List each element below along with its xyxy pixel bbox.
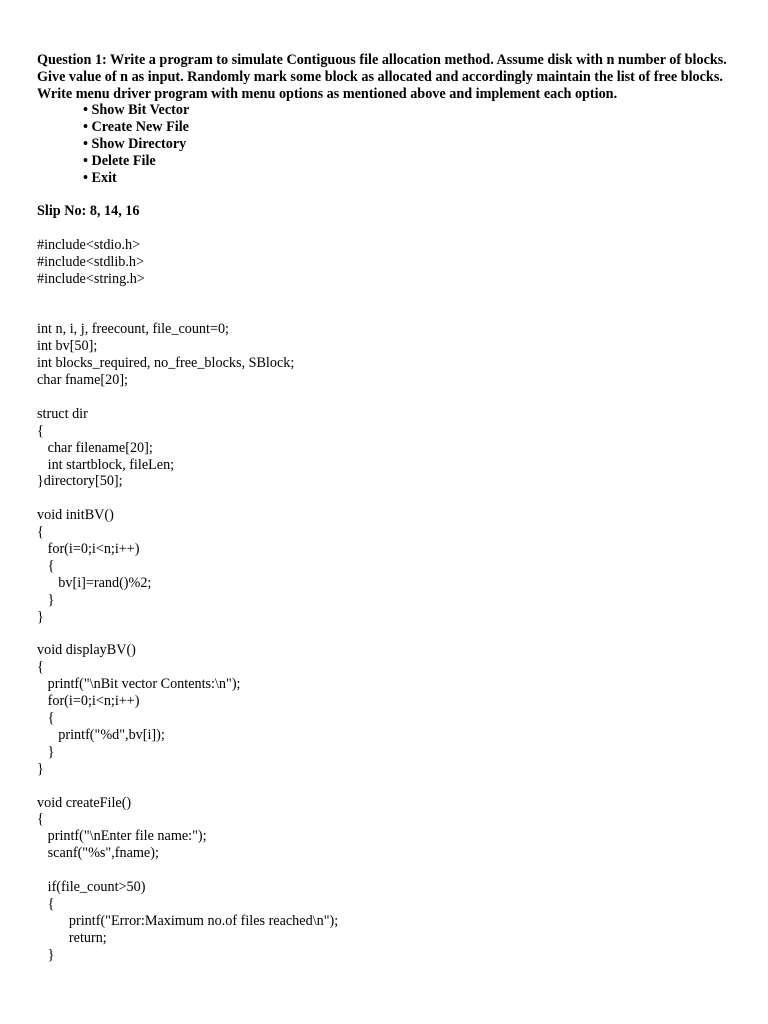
code-line: int n, i, j, freecount, file_count=0; [37,321,229,338]
spacer [37,186,737,203]
code-line: return; [37,929,107,946]
code-line [37,287,737,304]
code-line [37,778,737,795]
code-line: { [37,557,55,574]
code-line: { [37,710,55,727]
code-line: bv[i]=rand()%2; [37,574,152,591]
menu-option-create-new-file: • Create New File [83,119,189,136]
code-line: printf("Error:Maximum no.of files reached\n"); [37,912,339,929]
code-line: int startblock, fileLen; [37,456,175,473]
menu-options-list [37,102,737,186]
code-line [37,304,737,321]
code-line: { [37,524,44,541]
code-line: { [37,896,55,912]
code-line: int blocks_required, no_free_blocks, SBlock; [37,355,295,372]
code-line: } [37,608,44,625]
code-line: }directory[50]; [37,473,123,490]
code-line: if(file_count>50) [37,879,146,896]
code-line: for(i=0;i<n;i++) [37,693,140,710]
code-line: #include<stdlib.h> [37,253,145,270]
menu-option-delete-file: • Delete File [83,152,156,169]
code-line: char filename[20]; [37,439,153,456]
document-page [37,52,737,964]
slip-number: Slip No: 8, 14, 16 [37,203,140,220]
code-line: { [37,811,44,828]
code-line [37,862,737,879]
code-line: { [37,659,44,676]
code-line: } [37,946,55,963]
code-line: for(i=0;i<n;i++) [37,541,140,558]
code-line: #include<stdio.h> [37,236,141,253]
code-line: char fname[20]; [37,371,128,388]
code-line: scanf("%s",fname); [37,845,159,862]
code-line: } [37,760,44,777]
menu-option-show-directory: • Show Directory [83,135,187,152]
question-text: Question 1: Write a program to simulate Contiguous file allocation method. Assume disk with n number of blocks. Give value of n as input. Randomly mark some block as allocated and accordingly maintain the list of free blocks. Write menu driver program with menu options as mentioned above and implement each option. [37,52,727,102]
code-line: { [37,422,44,439]
spacer [37,220,737,237]
code-line: struct dir [37,405,88,422]
code-line [37,626,737,643]
menu-option-show-bit-vector: • Show Bit Vector [83,102,190,119]
menu-option-exit: • Exit [83,169,117,186]
code-line: } [37,591,55,608]
code-line [37,389,737,406]
code-line: int bv[50]; [37,338,98,355]
code-line: printf("\nBit vector Contents:\n"); [37,676,241,693]
code-line: #include<string.h> [37,270,145,287]
code-line: void displayBV() [37,642,136,659]
code-listing [37,237,737,964]
code-line: printf("%d",bv[i]); [37,726,165,743]
code-line: void createFile() [37,794,132,811]
code-line [37,490,737,507]
code-line: printf("\nEnter file name:"); [37,828,207,845]
code-line: void initBV() [37,507,114,524]
code-line: } [37,743,55,760]
